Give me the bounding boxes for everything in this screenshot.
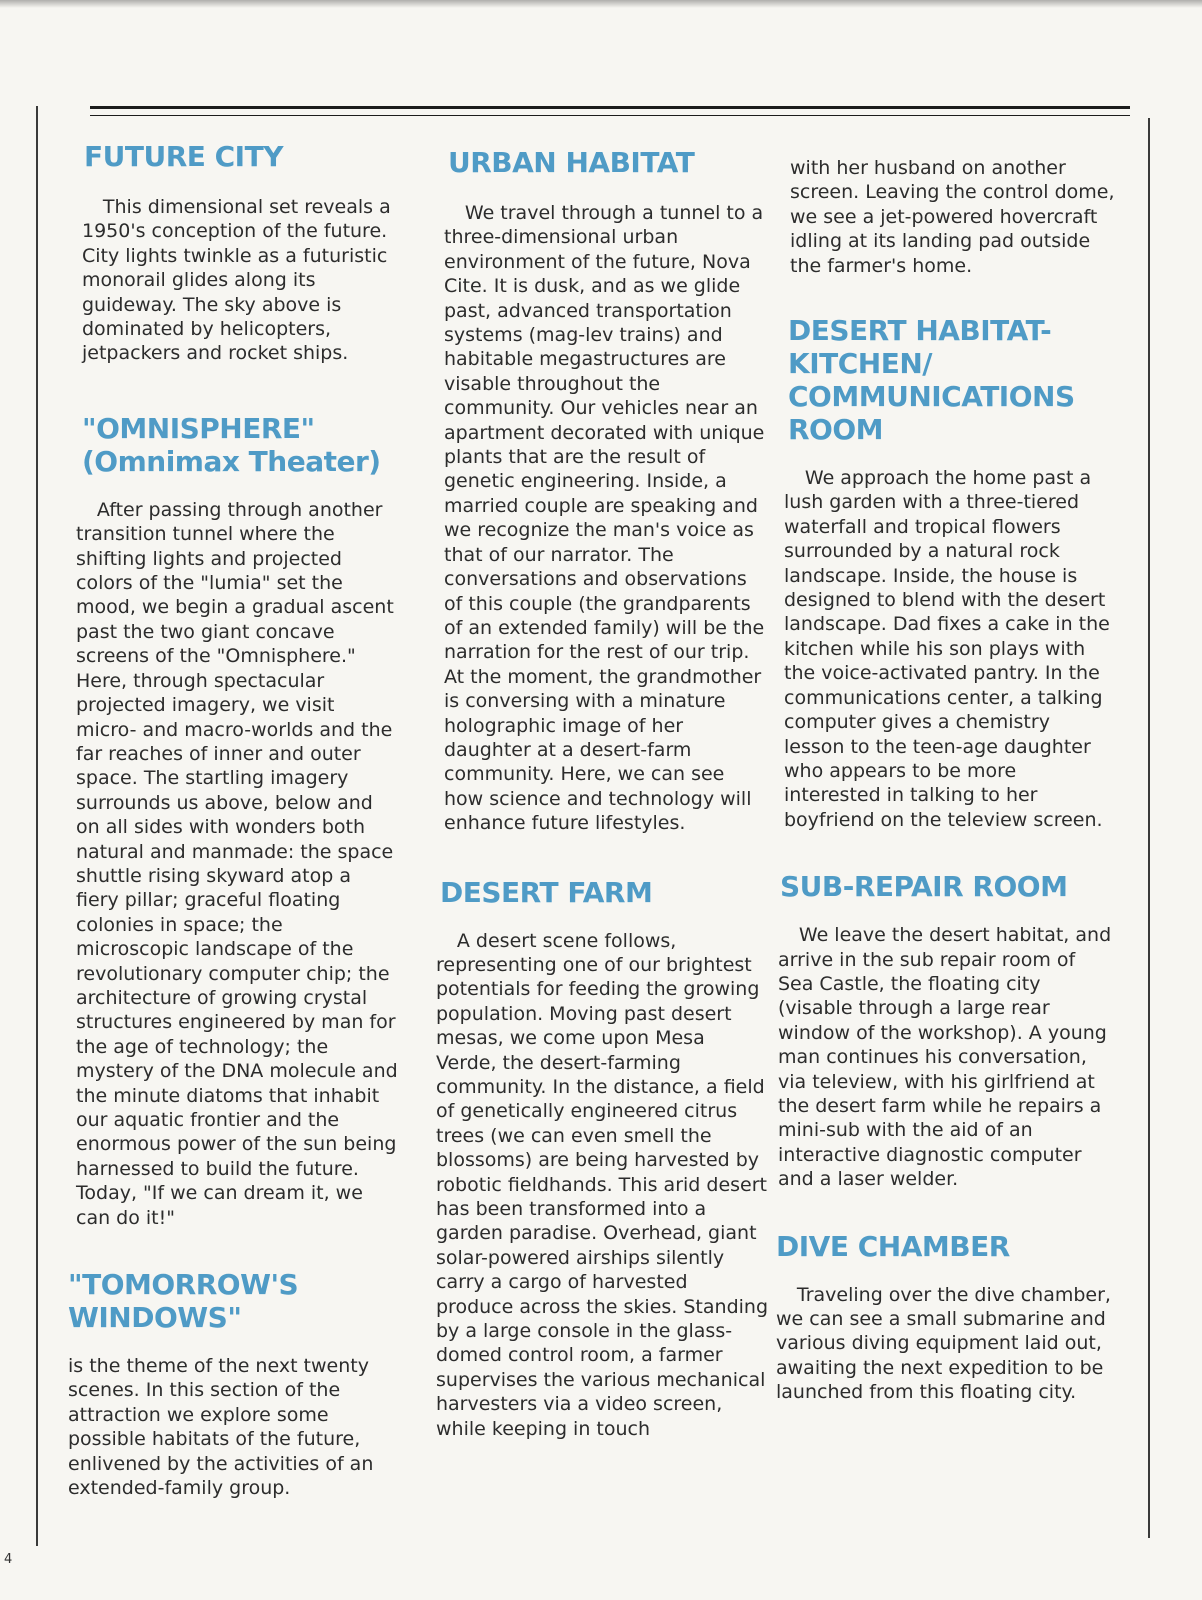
- header-rule-thick: [90, 106, 1130, 109]
- spacer: [68, 1230, 398, 1268]
- text-dive-chamber: Traveling over the dive chamber, we can see a small submarine and various diving equipment laid out, awaiting the next expedition to be launched from this floating city.: [776, 1283, 1111, 1404]
- spacer: [68, 366, 398, 412]
- column-left: [68, 140, 398, 1500]
- text-future-city: This dimensional set reveals a 1950's conception of the future. City lights twinkle as a futuristic monorail glides along its guideway. The sky above is dominated by helicopters, jetpackers and rocket ships.: [82, 196, 391, 365]
- text-tomorrows-windows: is the theme of the next twenty scenes. In this section of the attraction we explore some possible habitats of the future, enlivened by the activities of an extended-family group.: [68, 1355, 374, 1500]
- heading-dive-chamber: DIVE CHAMBER: [776, 1229, 1010, 1263]
- spacer: [432, 836, 768, 876]
- text-desert-habitat: We approach the home past a lush garden with a three-tiered waterfall and tropical flowers surrounded by a natural rock landscape. Inside, the house is designed to blend with the desert landscape. Dad fixes a cake in the kitchen while his son plays with the voice-activated pantry. In the communications center, a talking computer gives a chemistry lesson to the teen-age daughter who appears to be more interested in talking to her boyfriend on the teleview screen.: [784, 467, 1110, 831]
- text-desert-farm: A desert scene follows, representing one of our brightest potentials for feeding the growing population. Moving past desert mesas, we come upon Mesa Verde, the desert-farming community. In the distance, a field of genetically engineered citrus trees (we can even smell the blossoms) are being harvested by robotic fieldhands. This arid desert has been transformed into a garden paradise. Overhead, giant solar-powered airships silently carry a cargo of harvested produce across the skies. Standing by a large console in the glass-domed control room, a farmer supervises the various mechanical harvesters via a video screen, while keeping in touch: [436, 929, 769, 1440]
- heading-desert-habitat: DESERT HABITAT-KITCHEN/ COMMUNICATIONS ROOM: [788, 314, 1075, 447]
- left-margin-line: [36, 106, 38, 1546]
- heading-omnisphere: "OMNISPHERE" (Omnimax Theater): [82, 411, 381, 478]
- column-right: [776, 156, 1116, 1405]
- text-sub-repair-room: We leave the desert habitat, and arrive in the sub repair room of Sea Castle, the floating city (visable through a large rear window of the workshop). A young man continues his conversation, via teleview, with his girlfriend at the desert farm while he repairs a mini-sub with the aid of an interactive diagnostic computer and a laser welder.: [778, 924, 1112, 1191]
- spacer: [776, 278, 1116, 314]
- spacer: [776, 832, 1116, 870]
- heading-urban-habitat: URBAN HABITAT: [448, 146, 695, 179]
- text-omnisphere: After passing through another transition tunnel where the shifting lights and projected colors of the "lumia" set the mood, we begin a gradual ascent past the two giant concave screens of the "Omnisphere." Here, through spectacular projected imagery, we visit micro- and macro-worlds and the far reaches of inner and outer space. The startling imagery surrounds us above, below and on all sides with wonders both natural and manmade: the space shuttle rising skyward atop a fiery pillar; graceful floating colonies in space; the microscopic landscape of the revolutionary computer chip; the architecture of growing crystal structures engineered by man for the age of technology; the mystery of the DNA molecule and the minute diatoms that inhabit our aquatic frontier and the enormous power of the sun being harnessed to build the future. Today, "If we can dream it, we can do it!": [76, 498, 398, 1229]
- spacer: [776, 1192, 1116, 1230]
- heading-desert-farm: DESERT FARM: [440, 875, 653, 909]
- column-middle: [432, 146, 768, 1441]
- heading-tomorrows-windows: "TOMORROW'S WINDOWS": [68, 1268, 299, 1335]
- header-rule-thin: [90, 115, 1130, 116]
- page-top-edge: [0, 0, 1202, 8]
- heading-sub-repair-room: SUB-REPAIR ROOM: [780, 870, 1068, 904]
- right-margin-line: [1148, 118, 1150, 1538]
- text-urban-habitat: We travel through a tunnel to a three-dimensional urban environment of the future, Nova Cite. It is dusk, and as we glide past, advanced transportation systems (mag-lev trains) and habitable megastructures are visable throughout the community. Our vehicles near an apartment decorated with unique plants that are the result of genetic engineering. Inside, a married couple are speaking and we recognize the man's voice as that of our narrator. The conversations and observations of this couple (the grandparents of an extended family) will be the narration for the rest of our trip. At the moment, the grandmother is conversing with a minature holographic image of her daughter at a desert-farm community. Here, we can see how science and technology will enhance future lifestyles.: [444, 202, 765, 835]
- page-number: 4: [4, 1552, 13, 1567]
- text-desert-farm-continued: with her husband on another screen. Leaving the control dome, we see a jet-powered hovercraft idling at its landing pad outside the farmer's home.: [790, 157, 1115, 277]
- heading-future-city: FUTURE CITY: [84, 140, 283, 173]
